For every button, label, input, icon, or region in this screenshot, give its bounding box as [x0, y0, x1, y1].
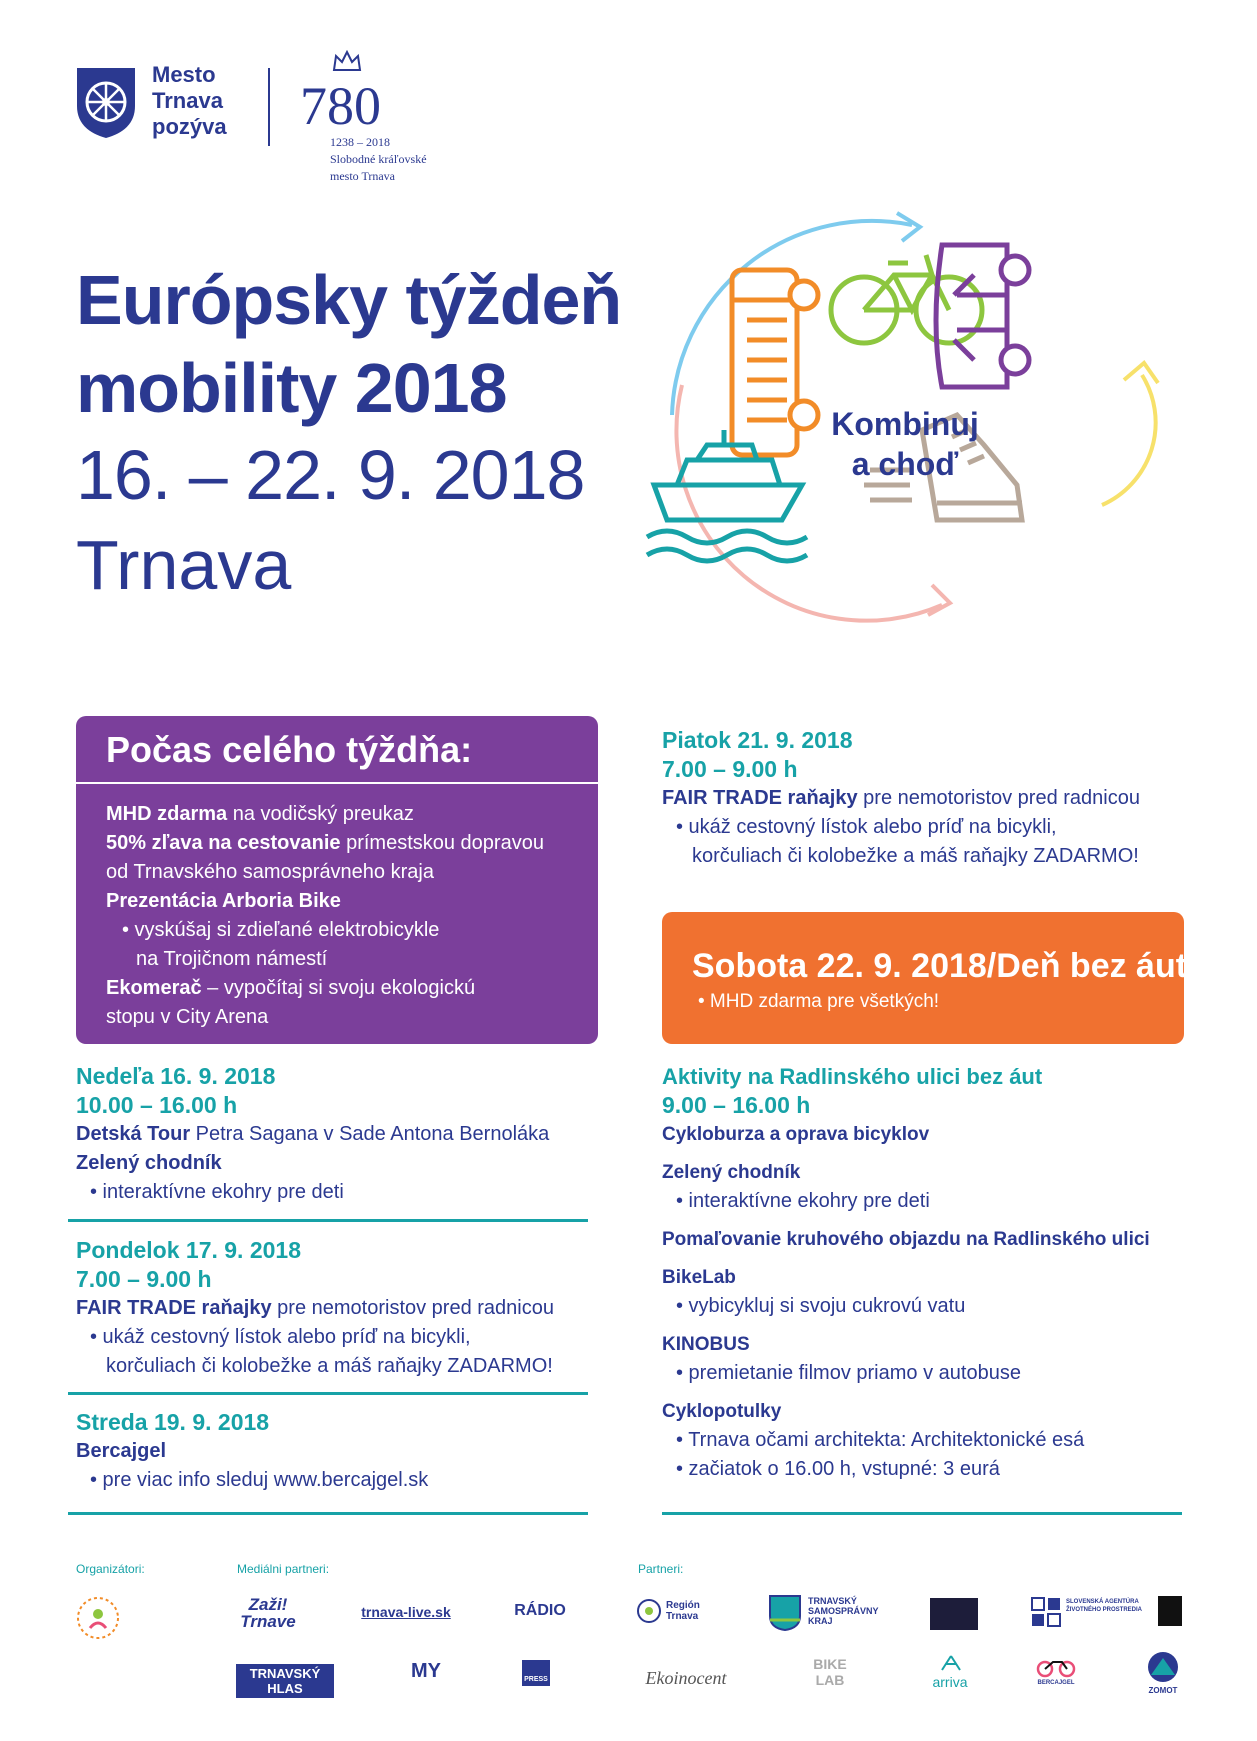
friday-event-3: korčuliach či kolobežke a máš raňajky ZADARMO!: [692, 845, 1139, 867]
organizers-label: Organizátori:: [76, 1562, 145, 1576]
whole-week-header: [76, 716, 598, 784]
activity-6-item-1: • Trnava očami architekta: Architektonické esá: [676, 1429, 1085, 1451]
wednesday-day: Streda 19. 9. 2018: [76, 1409, 270, 1435]
monday-time: 7.00 – 9.00 h: [76, 1266, 212, 1292]
activity-6-item-2: • začiatok o 16.00 h, vstupné: 3 eurá: [676, 1458, 1000, 1480]
whole-week-line-8: stopu v City Arena: [106, 1006, 269, 1028]
partners-label: Partneri:: [638, 1562, 684, 1576]
blue-arrow-icon: [672, 221, 912, 415]
event-dates: 16. – 22. 9. 2018: [76, 436, 585, 514]
whole-week-line-6: na Trojičnom námestí: [136, 948, 328, 970]
saturday-title: Sobota 22. 9. 2018/Deň bez áut: [692, 947, 1188, 985]
monday-event-1: FAIR TRADE raňajky pre nemotoristov pred radnicou: [76, 1297, 554, 1319]
partner-logo-zomot: ZOMOT: [1148, 1686, 1178, 1695]
region-trnava-icon: [636, 1598, 662, 1624]
monday-event-2: • ukáž cestovný lístok alebo príď na bicykli,: [90, 1326, 471, 1348]
radlinskeho-heading: Aktivity na Radlinského ulici bez áut: [662, 1064, 1043, 1089]
friday-day: Piatok 21. 9. 2018: [662, 727, 853, 753]
page-title: Európsky týždeň mobility 2018: [76, 261, 622, 427]
city-shield-icon: [75, 66, 137, 140]
divider: [662, 1512, 1182, 1515]
whole-week-line-3: od Trnavského samosprávneho kraja: [106, 861, 434, 883]
radlinskeho-time: 9.00 – 16.00 h: [662, 1092, 811, 1118]
blue-arrow-head-icon: [897, 213, 920, 241]
partner-logo-region-trnava: Región Trnava: [666, 1600, 700, 1622]
sunday-section: [76, 1062, 596, 1207]
whole-week-line-7: Ekomerač – vypočítaj si svoju ekologickú: [106, 977, 476, 999]
event-city: Trnava: [76, 526, 292, 604]
media-logo-radio: RÁDIO: [514, 1602, 566, 1619]
monday-event-3: korčuliach či kolobežke a máš raňajky ZADARMO!: [106, 1355, 553, 1377]
media-logo-my: MY: [411, 1660, 441, 1682]
media-partners-label: Mediálni partneri:: [237, 1562, 330, 1576]
activity-4-item: • vybicykluj si svoju cukrovú vatu: [676, 1295, 966, 1317]
media-logo-press: PRESS: [522, 1660, 550, 1686]
sunday-time: 10.00 – 16.00 h: [76, 1092, 238, 1118]
whole-week-title: Počas celého týždňa:: [106, 729, 473, 770]
organizer-logo-icon: [72, 1592, 124, 1644]
sunday-event-1: Detská Tour Petra Sagana v Sade Antona Bernoláka: [76, 1123, 550, 1145]
partner-logo-bikelab: BIKE LAB: [813, 1656, 847, 1688]
whole-week-line-4: Prezentácia Arboria Bike: [106, 890, 341, 912]
sunday-event-2-item: • interaktívne ekohry pre deti: [90, 1181, 344, 1203]
anniversary-number: 780: [300, 76, 381, 136]
anniversary-subtitle: 1238 – 2018 Slobodné kráľovské mesto Trnava: [330, 135, 427, 183]
arriva-icon: [938, 1654, 964, 1672]
yellow-arrow-head-icon: [1124, 363, 1158, 383]
partner-logo-tsk: TRNAVSKÝ SAMOSPRÁVNY KRAJ: [808, 1596, 879, 1626]
sunday-event-2: Zelený chodník: [76, 1152, 222, 1174]
partner-logo-bercajgel: BERCAJGEL: [1037, 1680, 1075, 1686]
activity-6: Cyklopotulky: [662, 1401, 782, 1422]
yellow-arrow-icon: [1102, 375, 1156, 505]
activity-5: KINOBUS: [662, 1334, 750, 1355]
partner-logo-black: [1158, 1596, 1182, 1626]
activity-4: BikeLab: [662, 1267, 736, 1288]
saturday-subtitle: • MHD zdarma pre všetkých!: [698, 991, 940, 1012]
bus-icon: [732, 270, 818, 455]
whole-week-line-1: MHD zdarma na vodičský preukaz: [106, 803, 414, 825]
activity-1: Cykloburza a oprava bicyklov: [662, 1124, 930, 1145]
divider: [68, 1512, 588, 1515]
wednesday-event-2: • pre viac info sleduj www.bercajgel.sk: [90, 1469, 429, 1491]
whole-week-box: [76, 716, 598, 1044]
partner-logo-sazp: SLOVENSKÁ AGENTÚRA ŽIVOTNÉHO PROSTREDIA: [1066, 1599, 1143, 1613]
whole-week-body: [106, 800, 586, 1032]
friday-time: 7.00 – 9.00 h: [662, 756, 798, 782]
partner-logo-arriva: arriva: [932, 1674, 968, 1690]
sazp-icon: [1030, 1596, 1062, 1628]
wednesday-event-1: Bercajgel: [76, 1440, 167, 1462]
partner-logo-dark: [930, 1598, 978, 1630]
crown-icon: [332, 50, 362, 72]
zomot-icon: [1144, 1650, 1182, 1684]
friday-event-1: FAIR TRADE raňajky pre nemotoristov pred radnicou: [662, 787, 1140, 809]
divider: [68, 1219, 588, 1222]
ship-icon: [647, 430, 807, 561]
whole-week-line-5: • vyskúšaj si zdieľané elektrobicykle: [122, 919, 440, 941]
friday-section: [662, 726, 1222, 871]
slogan: Kombinuj a choď: [831, 406, 979, 482]
friday-event-2: • ukáž cestovný lístok alebo príď na bicykli,: [676, 816, 1057, 838]
monday-day: Pondelok 17. 9. 2018: [76, 1237, 302, 1263]
whole-week-line-2: 50% zľava na cestovanie prímestskou dopravou: [106, 832, 544, 854]
media-logo-trnavsky-hlas: TRNAVSKÝ HLAS: [236, 1664, 334, 1698]
city-logo-text: Mesto Trnava pozýva: [152, 62, 227, 139]
logo-divider: [268, 68, 270, 146]
media-logo-trnava-live: trnava-live.sk: [361, 1604, 451, 1620]
partner-logo-ekoinocent: Ekoinocent: [645, 1668, 727, 1688]
activity-3: Pomaľovanie kruhového objazdu na Radlinského ulici: [662, 1229, 1150, 1250]
media-logo-zazi: Zaži! Trnave: [240, 1595, 296, 1631]
sunday-day: Nedeľa 16. 9. 2018: [76, 1063, 276, 1089]
tsk-coat-of-arms-icon: [768, 1594, 802, 1632]
wednesday-section: [76, 1408, 596, 1495]
activity-2: Zelený chodník: [662, 1162, 801, 1183]
divider: [68, 1392, 588, 1395]
activity-2-item: • interaktívne ekohry pre deti: [676, 1190, 930, 1212]
radlinskeho-section: [662, 1062, 1222, 1484]
saturday-box: [662, 912, 1188, 1044]
activity-5-item: • premietanie filmov priamo v autobuse: [676, 1362, 1021, 1384]
bercajgel-bike-icon: [1036, 1658, 1076, 1678]
monday-section: [76, 1236, 616, 1381]
